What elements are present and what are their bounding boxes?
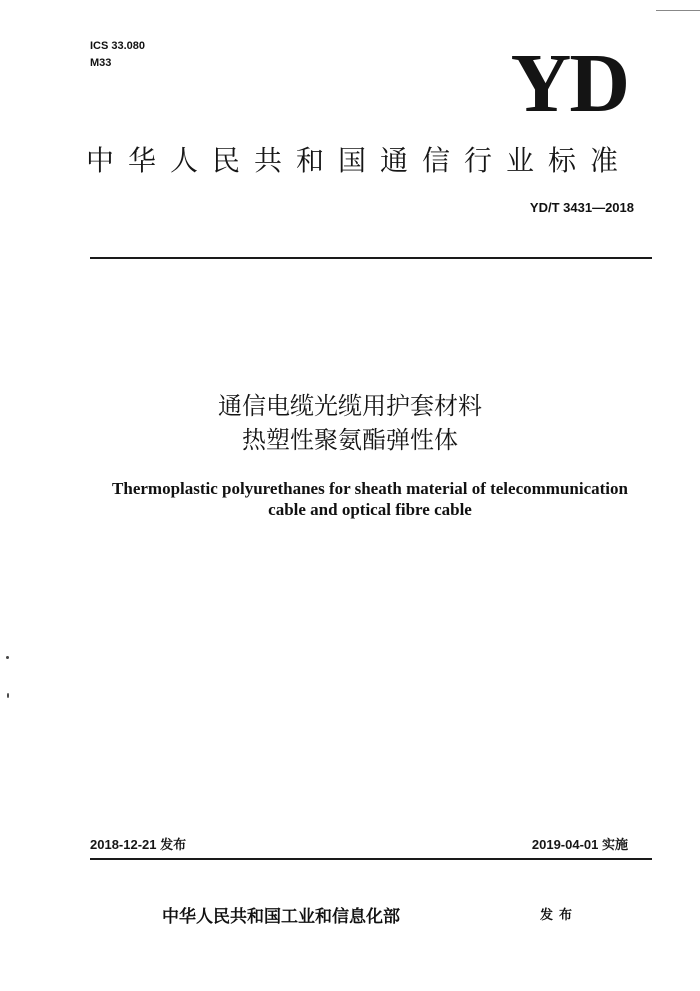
english-title-line-2: cable and optical fibre cable <box>268 500 472 519</box>
scan-speck <box>6 656 9 659</box>
publisher-name: 中华人民共和国工业和信息化部 <box>162 907 400 927</box>
implementation-date: 2019-04-01 实施 <box>531 837 628 852</box>
scan-edge-line <box>656 10 700 11</box>
classification-block <box>90 38 145 72</box>
chinese-title-line-1: 通信电缆光缆用护套材料 <box>218 392 482 420</box>
publish-label: 发布 <box>540 908 579 923</box>
english-title-line-1: Thermoplastic polyurethanes for sheath material of telecommunication <box>112 479 628 498</box>
ccs-code: M33 <box>90 57 112 69</box>
footer-divider <box>90 858 652 860</box>
scan-speck <box>7 693 9 698</box>
header-divider <box>90 257 652 259</box>
yd-logo: YD <box>510 37 628 130</box>
standard-type-title: 中华人民共和国通信行业标准 <box>86 144 633 177</box>
standard-code: YD/T 3431—2018 <box>529 200 634 215</box>
chinese-title-line-2: 热塑性聚氨酯弹性体 <box>242 426 458 454</box>
issue-date: 2018-12-21 发布 <box>90 837 187 852</box>
ics-code: ICS 33.080 <box>90 40 146 52</box>
